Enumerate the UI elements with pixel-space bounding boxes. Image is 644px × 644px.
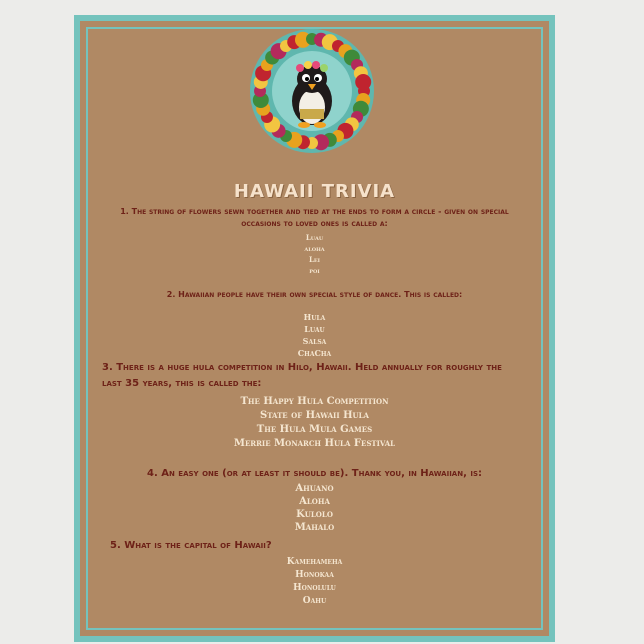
answer-option: Luau [305,233,324,242]
answer-option: Kulolo [296,509,333,520]
answers-1 [80,232,549,276]
answer-option: Hula [303,312,326,322]
answer-option: Oahu [302,596,327,606]
answers-3 [80,395,549,451]
answer-option: poi [309,266,320,275]
answer-option: Lei [308,255,321,264]
answers-5 [80,556,549,608]
answer-option: Salsa [302,336,327,346]
question-3: 3. There is a huge hula competition in Hilo, Hawaii. Held annually for roughly the last 35 years, this is called the: [102,362,502,389]
answer-option: Mahalo [294,522,335,533]
answers-2 [80,311,549,359]
answer-option: Merrie Monarch Hula Festival [233,438,396,449]
answer-option: aloha [304,244,325,253]
answer-option: Aloha [299,496,330,507]
answer-option: Ahuano [295,483,334,494]
answer-option: State of Hawaii Hula [260,410,369,421]
answer-option: Kamehameha [286,557,343,567]
answer-option: The Hula Mula Games [256,424,373,435]
answer-option: Luau [304,324,325,334]
answer-option: Honolulu [293,583,336,593]
question-1: 1. The string of flowers sewn together and tied at the ends to form a circle - given on special occasions to loved ones is called a: [120,207,509,228]
answers-4 [80,482,549,534]
question-5: 5. What is the capital of Hawaii? [110,540,272,551]
answer-option: Honokaa [295,570,334,580]
page-title: HAWAII TRIVIA [233,181,396,202]
answer-option: ChaCha [297,348,332,358]
penguin-wreath-icon [248,27,376,155]
trivia-sheet [74,15,555,642]
question-2: 2. Hawaiian people have their own special style of dance. This is called: [166,290,463,299]
question-4: 4. An easy one (or at least it should be). Thank you, in Hawaiian, is: [146,468,483,479]
answer-option: The Happy Hula Competition [240,396,389,407]
